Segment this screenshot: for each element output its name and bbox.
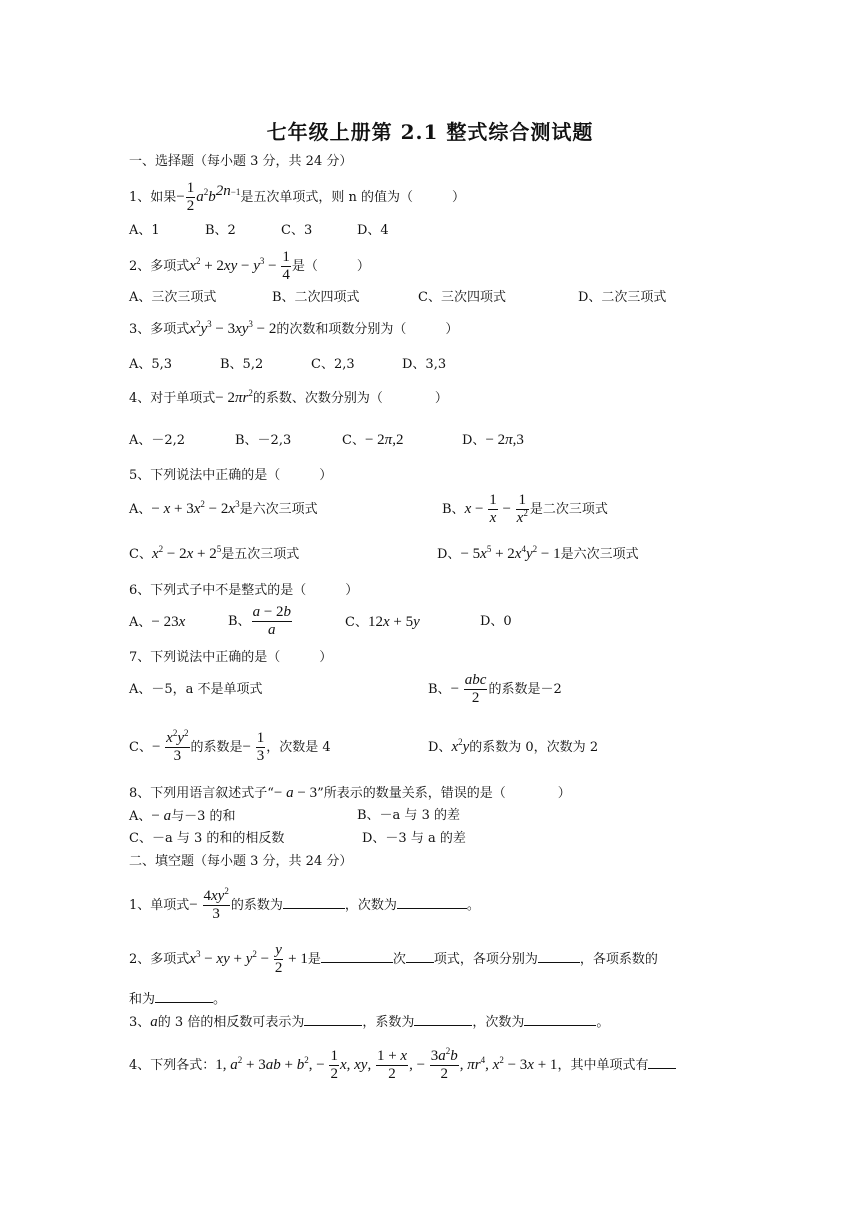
q5-option-b: B、x − $\frac{1}{x}$ − $\frac{1}{x^2}$ 是二次三项式	[442, 492, 608, 527]
answer-blank[interactable]	[397, 896, 467, 909]
answer-blank[interactable]	[321, 950, 393, 963]
q6-option-d: D、0	[480, 614, 512, 629]
q6-option-b: B、 $\frac{a - 2b}{a}$	[228, 604, 292, 639]
fill-3: 3、a的 3 倍的相反数可表示为 ，系数为 ，次数为 。	[129, 1014, 610, 1030]
answer-blank[interactable]	[155, 990, 213, 1003]
q7-option-d-suffix: 的系数为 0，次数为 2	[469, 740, 599, 755]
q5-option-d-suffix: 是六次三项式	[560, 547, 639, 562]
q7-option-c-end: ，次数是 4	[266, 740, 331, 756]
q8-option-b: B、－a 与 3 的差	[357, 808, 460, 823]
question-7: 7、下列说法中正确的是（ ）	[129, 650, 333, 665]
q7-option-d: D、$x^2y$的系数为 0，次数为 2	[428, 737, 599, 755]
q1-option-b: B、2	[205, 223, 236, 238]
fill-2-prefix: 2、多项式	[129, 952, 190, 968]
q4-option-b: B、－2,3	[235, 433, 292, 448]
fill-2: 2、多项式$x^3$ − xy + $y^2$ − $\frac{y}{2}$ + 1是 次 项式，各项分别为 ，各项系数的	[129, 942, 658, 977]
fill-2-t1: 是	[307, 952, 321, 968]
q3-option-b: B、5,2	[220, 357, 264, 372]
fill-1-mid2: ，次数为	[344, 898, 397, 914]
q5-option-a: A、− $x + 3x^2 - 2x^3$是六次三项式	[129, 499, 318, 517]
q6-option-c: C、12x + 5y	[345, 614, 420, 630]
question-3	[129, 319, 459, 337]
question-8: 8、下列用语言叙述式子“− a − 3”所表示的数量关系，错误的是（ ）	[129, 785, 571, 801]
q4-option-c: C、− 2π,2	[342, 432, 404, 448]
fill-3-t1: 的 3 倍的相反数可表示为	[157, 1015, 305, 1030]
fill-2-line2	[129, 990, 226, 1006]
formula: $x^2y^3 - 3xy^3 - 2$	[189, 319, 277, 337]
q2-option-d: D、二次三项式	[578, 290, 667, 305]
question-4	[129, 388, 448, 406]
q1-option-d: D、4	[357, 223, 389, 238]
question-3-suffix: 的次数和项数分别为（ ）	[276, 322, 459, 337]
question-5: 5、下列说法中正确的是（ ）	[129, 468, 333, 483]
question-2	[129, 249, 370, 285]
q8-option-a-suffix: 与－3 的和	[171, 809, 236, 824]
section-heading-fill: 二、填空题（每小题 3 分，共 24 分）	[129, 854, 353, 869]
q2-option-c: C、三次四项式	[418, 290, 506, 305]
q7-option-a: A、－5，a 不是单项式	[129, 682, 263, 697]
fill-1-mid: 的系数为	[230, 898, 283, 914]
q5-option-d: D、− $5x^5 + 2x^4y^2 - 1$是六次三项式	[437, 544, 639, 562]
fill-2-line2-prefix: 和为	[129, 992, 156, 1007]
fill-3-end: 。	[596, 1015, 610, 1030]
fill-3-t2: ，系数为	[362, 1015, 415, 1030]
q4-option-a: A、－2,2	[129, 433, 186, 448]
q7-option-b: B、− $\frac{\text{abc}}{2}$ 的系数是－2	[428, 672, 562, 707]
q1-option-c: C、3	[281, 223, 313, 238]
fill-4-suffix: ，其中单项式有	[557, 1058, 649, 1074]
q3-option-d: D、3,3	[402, 357, 447, 372]
q8-option-c: C、－a 与 3 的和的相反数	[129, 831, 285, 846]
q4-option-d: D、− 2π,3	[462, 432, 524, 448]
fill-2-t4: ，各项系数的	[579, 952, 658, 968]
q7-option-c: C、− $\frac{x^2y^2}{3}$ 的系数是− $\frac{1}{3}$ ，次数是 4	[129, 728, 331, 765]
q5-option-b-suffix: 是二次三项式	[529, 502, 608, 518]
q2-option-a: A、三次三项式	[129, 290, 217, 305]
answer-blank[interactable]	[648, 1056, 676, 1069]
question-2-suffix: 是（ ）	[291, 259, 370, 275]
section-heading-choice: 一、选择题（每小题 3 分，共 24 分）	[129, 154, 353, 169]
q4-option-c-label: C、	[342, 433, 365, 448]
formula: $x^2 + 2xy - y^3$ − $\frac{1}{4}$	[189, 249, 290, 284]
answer-blank[interactable]	[414, 1013, 472, 1026]
answer-blank[interactable]	[304, 1013, 362, 1026]
q8-option-a: A、− a与－3 的和	[129, 808, 236, 824]
fill-1: 1、单项式− $\frac{4xy^2}{3}$ 的系数为 ，次数为 。	[129, 886, 480, 923]
question-2-prefix: 2、多项式	[129, 259, 190, 275]
question-8-suffix: ”所表示的数量关系，错误的是（ ）	[317, 786, 571, 801]
formula: − $\frac{1}{2}$ $a^2b^{2n-1}$	[176, 180, 241, 215]
q5-option-c-suffix: 是五次三项式	[221, 547, 300, 562]
question-1	[129, 180, 465, 216]
q7-option-b-suffix: 的系数是－2	[488, 682, 562, 698]
answer-blank[interactable]	[283, 896, 345, 909]
question-1-prefix: 1、如果	[129, 190, 177, 206]
answer-blank[interactable]	[524, 1013, 596, 1026]
question-4-suffix: 的系数、次数分别为（ ）	[252, 391, 448, 406]
fill-1-prefix: 1、单项式	[129, 898, 190, 914]
answer-blank[interactable]	[406, 950, 434, 963]
question-3-prefix: 3、多项式	[129, 322, 190, 337]
fill-3-t3: ，次数为	[472, 1015, 525, 1030]
fill-3-prefix: 3、	[129, 1015, 151, 1030]
fill-2-t3: 项式，各项分别为	[433, 952, 538, 968]
fill-1-end: 。	[466, 898, 480, 914]
q2-option-b: B、二次四项式	[272, 290, 360, 305]
fill-2-end: 。	[213, 992, 227, 1007]
fill-2-t2: 次	[392, 952, 406, 968]
q6-option-a: A、− 23x	[129, 614, 186, 630]
q4-option-d-label: D、	[462, 433, 486, 448]
answer-blank[interactable]	[538, 950, 580, 963]
question-4-prefix: 4、对于单项式	[129, 391, 216, 406]
q7-option-c-mid: 的系数是	[190, 740, 243, 756]
q5-option-a-suffix: 是六次三项式	[239, 502, 318, 517]
question-1-suffix: 是五次单项式，则 n 的值为（ ）	[240, 190, 465, 206]
question-8-prefix: 8、下列用语言叙述式子“	[129, 786, 274, 801]
page-title: 七年级上册第 2.1 整式综合测试题	[266, 120, 594, 144]
q5-option-c: C、$x^2 - 2x + 2^5$是五次三项式	[129, 544, 300, 562]
q3-option-c: C、2,3	[311, 357, 355, 372]
fill-4-prefix: 4、下列各式：	[129, 1058, 216, 1074]
q1-option-a: A、1	[129, 223, 160, 238]
fill-4: 4、下列各式：1, $a^2 + 3ab + b^2$, − $\frac{1}{2}$ x, xy, $\frac{1 + x}{2}$ , − $\frac{3a^2b}{2}$ , $\pi r^4$, $x^2 - 3x + 1$，其中单项式有	[129, 1048, 676, 1084]
q8-option-d: D、－3 与 a 的差	[362, 831, 466, 846]
q3-option-a: A、5,3	[129, 357, 173, 372]
question-6: 6、下列式子中不是整式的是（ ）	[129, 583, 359, 598]
formula: − $2\pi r^2$	[215, 388, 253, 406]
